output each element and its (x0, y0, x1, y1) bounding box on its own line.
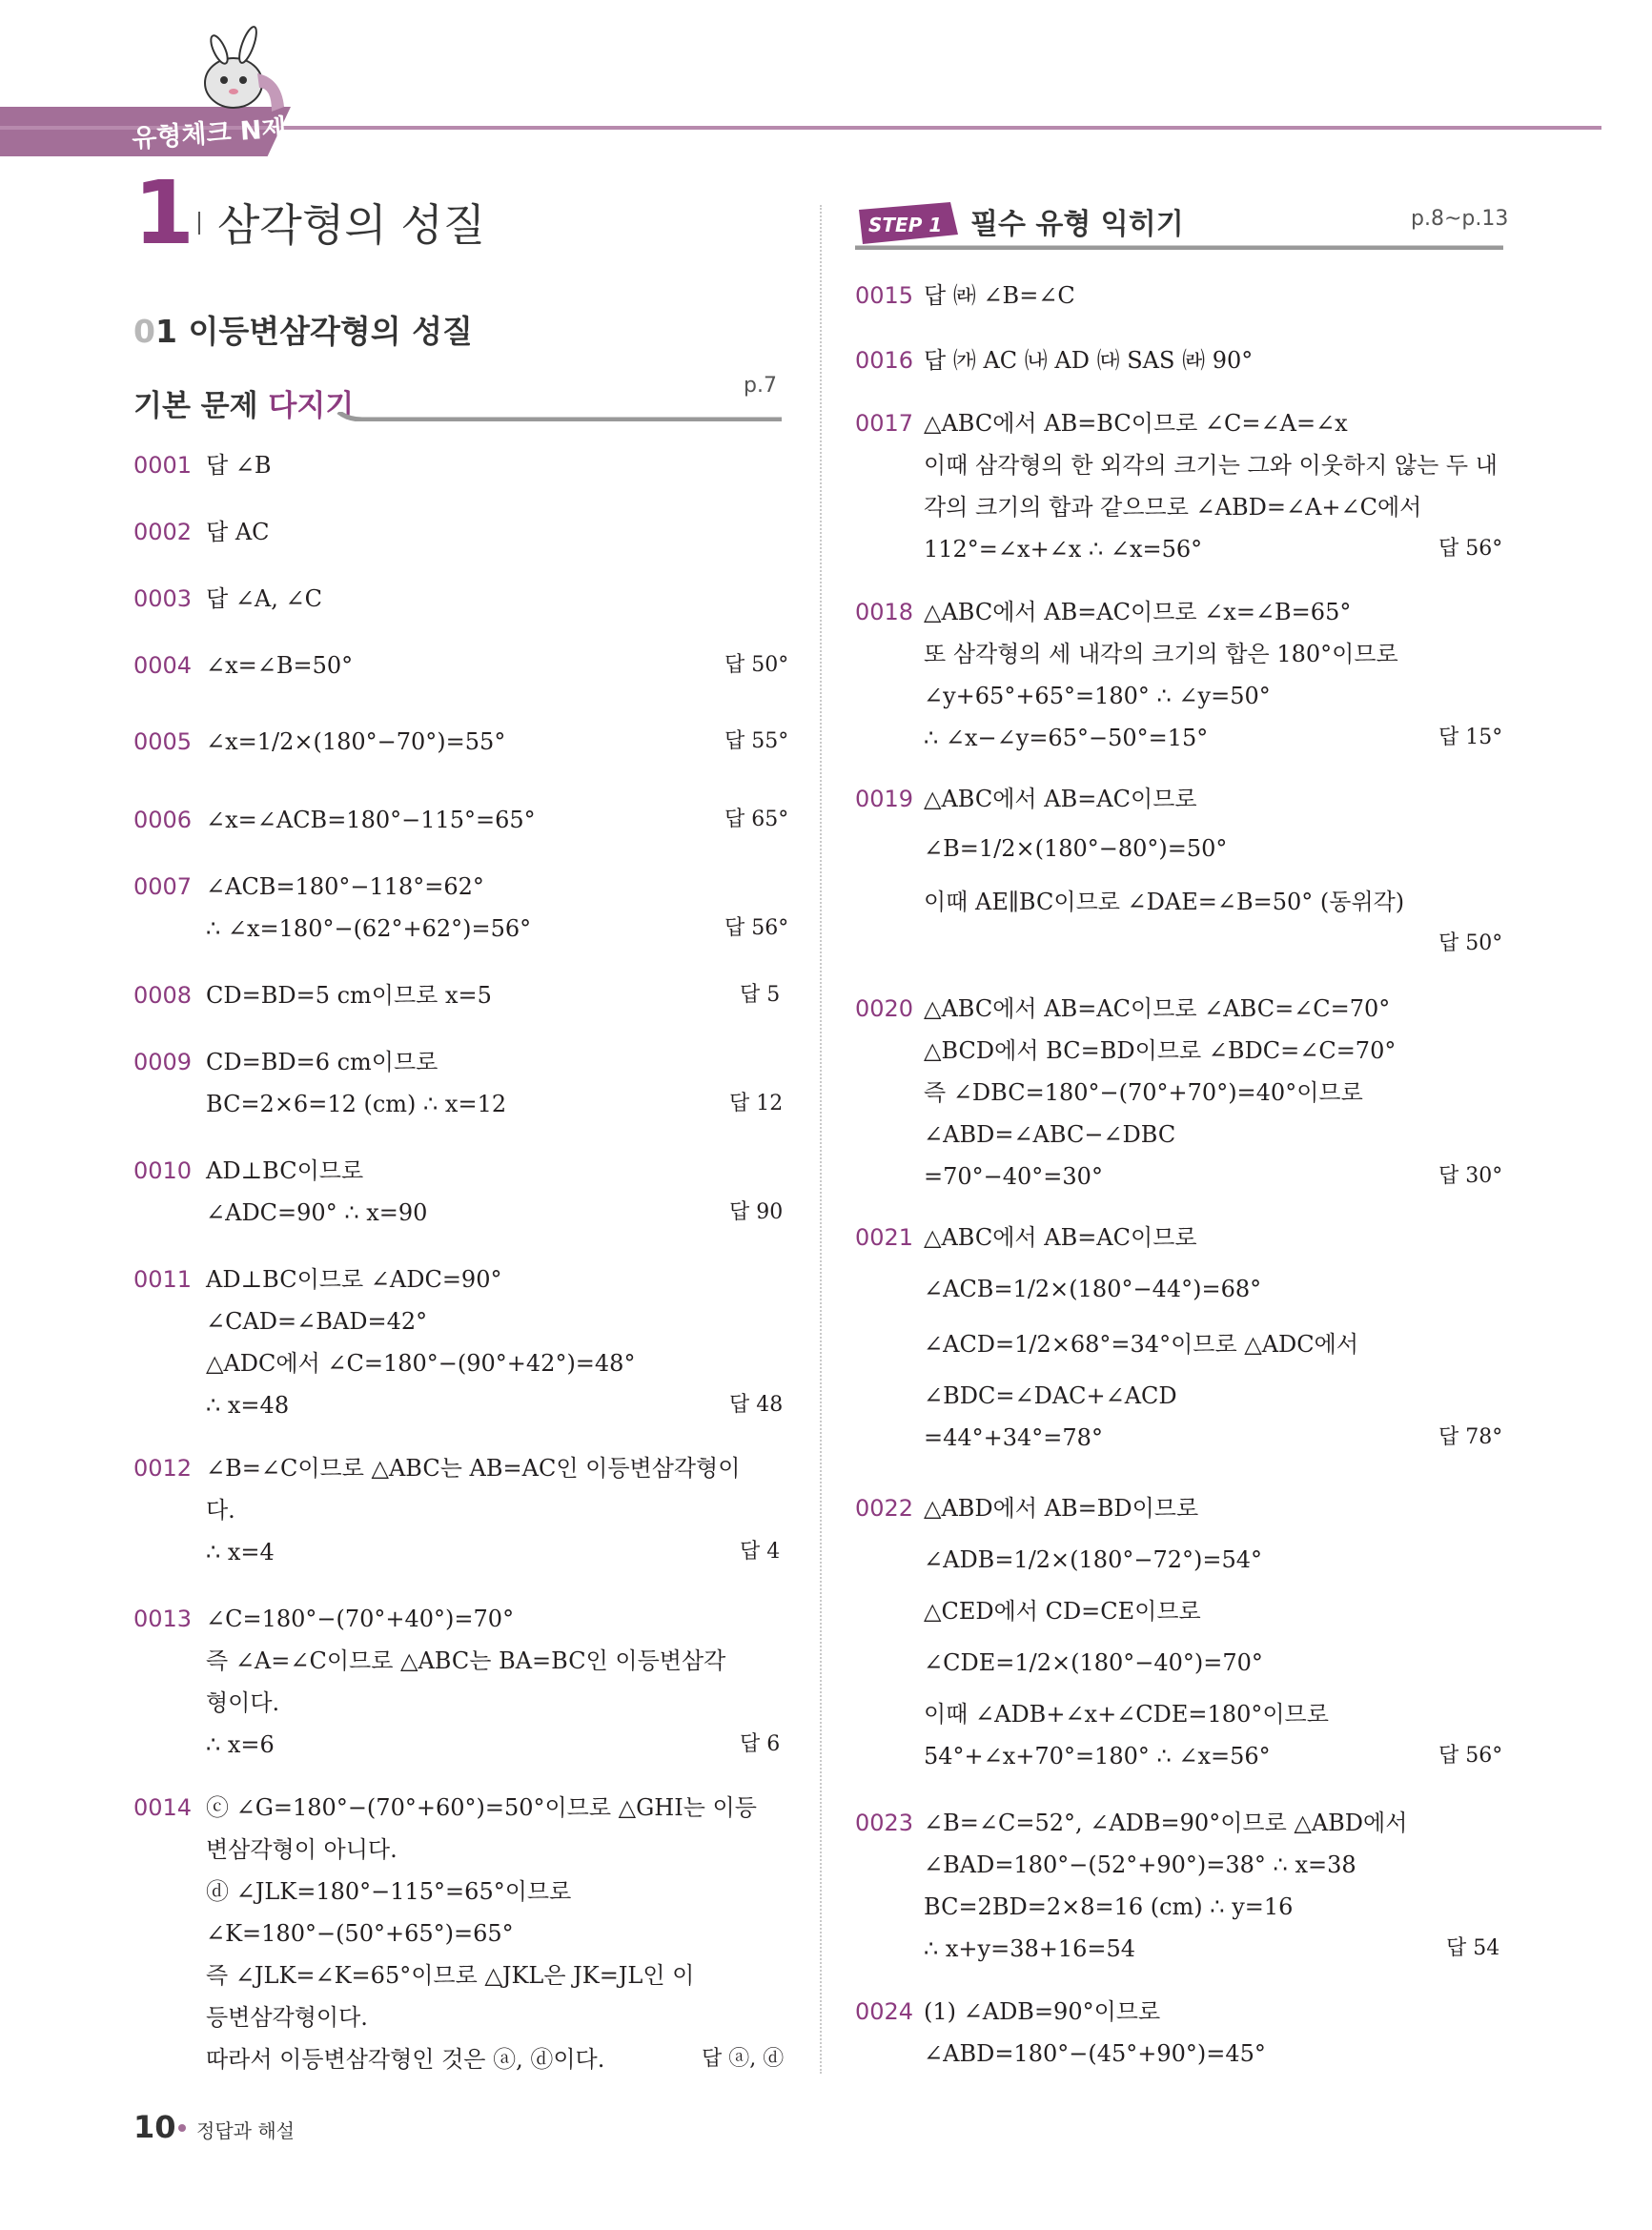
solution-line: (1) ∠ADB=90°이므로 (924, 1998, 1161, 2025)
solution-line: ∠C=180°−(70°+40°)=70° (206, 1606, 515, 1632)
problem-number: 0013 (133, 1606, 193, 1632)
solution-line: ∠BDC=∠DAC+∠ACD (924, 1382, 1177, 1409)
chapter-separator (198, 212, 200, 235)
answer: 답 50° (724, 653, 789, 677)
solution-line: ∴ ∠x−∠y=65°−50°=15° (924, 725, 1209, 751)
solution-line: ∠BAD=180°−(52°+90°)=38° ∴ x=38 (924, 1852, 1356, 1878)
column-divider (820, 205, 822, 2074)
solution-line: △BCD에서 BC=BD이므로 ∠BDC=∠C=70° (924, 1037, 1397, 1064)
solution-line: CD=BD=5 cm이므로 x=5 (206, 982, 492, 1009)
answer: 답 55° (724, 729, 789, 753)
section-num-a: 0 (133, 313, 155, 350)
problem-number: 0023 (855, 1810, 914, 1836)
svg-text:STEP 1: STEP 1 (868, 214, 943, 236)
answer: 답 48 (729, 1393, 784, 1417)
answer: 답 78° (1438, 1425, 1503, 1449)
answer: 답 4 (740, 1540, 781, 1564)
solution-line: ∠x=∠ACB=180°−115°=65° (206, 807, 536, 833)
solution-line: 54°+∠x+70°=180° ∴ ∠x=56° (924, 1743, 1271, 1770)
solution-line: △ABC에서 AB=AC이므로 ∠x=∠B=65° (924, 599, 1352, 625)
banner-label: 유형체크 N제 (131, 113, 288, 154)
answer: 답 15° (1438, 726, 1503, 749)
solution-line: ∠ACD=1/2×68°=34°이므로 △ADC에서 (924, 1331, 1359, 1358)
solution-line: ∠ACB=180°−118°=62° (206, 873, 484, 900)
solution-line: 이때 ∠ADB+∠x+∠CDE=180°이므로 (924, 1701, 1329, 1728)
solution-line: △ABC에서 AB=AC이므로 (924, 786, 1197, 812)
solution-line: ∠CDE=1/2×(180°−40°)=70° (924, 1649, 1263, 1676)
footer-bullet (178, 2124, 186, 2132)
solution-line: △ABD에서 AB=BD이므로 (924, 1495, 1199, 1522)
solution-line: ∠y+65°+65°=180° ∴ ∠y=50° (924, 683, 1271, 709)
answer: 답 56° (1438, 537, 1503, 561)
section-num-b: 1 (154, 313, 177, 350)
solution-line: 이때 AE∥BC이므로 ∠DAE=∠B=50° (동위각) (924, 889, 1405, 915)
problem-number: 0007 (133, 873, 193, 900)
problem-number: 0001 (133, 452, 193, 479)
solution-line: 답 ∠A, ∠C (206, 585, 322, 612)
problem-number: 0004 (133, 652, 193, 679)
solution-line: 112°=∠x+∠x ∴ ∠x=56° (924, 536, 1203, 563)
answer: 답 65° (724, 808, 789, 831)
solution-line: ∠B=∠C=52°, ∠ADB=90°이므로 △ABD에서 (924, 1810, 1408, 1836)
answer: 답 ⓐ, ⓓ (702, 2047, 785, 2071)
solution-line: 답 ∠B (206, 452, 272, 479)
problem-number: 0012 (133, 1455, 193, 1482)
solution-line: AD⊥BC이므로 ∠ADC=90° (206, 1266, 502, 1293)
answer: 답 56° (1438, 1744, 1503, 1768)
solution-line: 답 AC (206, 519, 270, 545)
solution-line: ∠ADB=1/2×(180°−72°)=54° (924, 1546, 1262, 1573)
subhead-page-ref: p.7 (744, 374, 777, 398)
problem-number: 0015 (855, 282, 914, 309)
answer: 답 54 (1446, 1936, 1500, 1960)
solution-line: ⓓ ∠JLK=180°−115°=65°이므로 (206, 1878, 572, 1905)
problem-number: 0008 (133, 982, 193, 1009)
solution-line: △ABC에서 AB=AC이므로 (924, 1224, 1197, 1251)
chapter-number: 1 (133, 162, 195, 264)
subhead-label-b: 다지기 (268, 389, 355, 423)
solution-line: BC=2BD=2×8=16 (cm) ∴ y=16 (924, 1893, 1294, 1920)
problem-number: 0020 (855, 995, 914, 1022)
problem-number: 0024 (855, 1998, 914, 2025)
problem-number: 0016 (855, 347, 914, 374)
problem-number: 0003 (133, 585, 193, 612)
subhead-label-a: 기본 문제 (133, 389, 269, 423)
solution-line: ∴ x=48 (206, 1392, 290, 1419)
solution-line: ∠CAD=∠BAD=42° (206, 1308, 428, 1335)
solution-line: ∠ABD=∠ABC−∠DBC (924, 1121, 1176, 1148)
problem-number: 0010 (133, 1157, 193, 1184)
solution-line: ∴ x=4 (206, 1539, 275, 1565)
solution-line: =70°−40°=30° (924, 1163, 1103, 1190)
solution-line: 각의 크기의 합과 같으므로 ∠ABD=∠A+∠C에서 (924, 494, 1422, 521)
section-title (133, 307, 473, 352)
problem-number: 0014 (133, 1794, 193, 1821)
solution-line: △ABC에서 AB=BC이므로 ∠C=∠A=∠x (924, 410, 1348, 437)
solution-line: ∠ADC=90° ∴ x=90 (206, 1199, 428, 1226)
answer: 답 6 (740, 1732, 781, 1756)
solution-line: 다. (206, 1497, 235, 1524)
solution-line: ∴ x=6 (206, 1731, 275, 1758)
solution-line: 형이다. (206, 1689, 280, 1716)
solution-line: BC=2×6=12 (cm) ∴ x=12 (206, 1091, 507, 1117)
solution-line: ∠B=1/2×(180°−80°)=50° (924, 835, 1228, 862)
solution-line: ∠x=∠B=50° (206, 652, 354, 679)
subhead-underline (133, 412, 782, 421)
solution-line: △ABC에서 AB=AC이므로 ∠ABC=∠C=70° (924, 995, 1391, 1022)
step-title: 필수 유형 익히기 (970, 208, 1184, 241)
answer: 답 90 (729, 1200, 784, 1224)
problem-number: 0017 (855, 410, 914, 437)
page-number: 10 (133, 2109, 176, 2145)
solution-line: ⓒ ∠G=180°−(70°+60°)=50°이므로 △GHI는 이등 (206, 1794, 757, 1821)
problem-number: 0021 (855, 1224, 914, 1251)
solution-line: 답 ㈑ ∠B=∠C (924, 282, 1075, 309)
solution-line: 등변삼각형이다. (206, 2004, 368, 2031)
answer: 답 30° (1438, 1164, 1503, 1188)
problem-number: 0019 (855, 786, 914, 812)
solution-line: ∠B=∠C이므로 △ABC는 AB=AC인 이등변삼각형이 (206, 1455, 741, 1482)
problem-number: 0009 (133, 1049, 193, 1075)
solution-line: CD=BD=6 cm이므로 (206, 1049, 438, 1075)
solution-line: 즉 ∠A=∠C이므로 △ABC는 BA=BC인 이등변삼각 (206, 1647, 726, 1674)
solution-line: 즉 ∠JLK=∠K=65°이므로 △JKL은 JK=JL인 이 (206, 1962, 695, 1989)
step-page-ref: p.8~p.13 (1411, 207, 1509, 231)
problem-number: 0011 (133, 1266, 193, 1293)
solution-line: 이때 삼각형의 한 외각의 크기는 그와 이웃하지 않는 두 내 (924, 452, 1498, 479)
answer: 답 50° (1438, 931, 1503, 955)
solution-line: 답 ㈎ AC ㈏ AD ㈐ SAS ㈑ 90° (924, 347, 1254, 374)
solution-line: ∴ ∠x=180°−(62°+62°)=56° (206, 915, 532, 942)
solution-line: △ADC에서 ∠C=180°−(90°+42°)=48° (206, 1350, 636, 1377)
problem-number: 0022 (855, 1495, 914, 1522)
solution-line: 변삼각형이 아니다. (206, 1836, 398, 1863)
solution-line: △CED에서 CD=CE이므로 (924, 1598, 1201, 1625)
solution-line: ∠x=1/2×(180°−70°)=55° (206, 728, 506, 755)
solution-line: AD⊥BC이므로 (206, 1157, 364, 1184)
step-badge-icon (855, 202, 962, 244)
solution-line: ∠K=180°−(50°+65°)=65° (206, 1920, 514, 1947)
solution-line: =44°+34°=78° (924, 1424, 1103, 1451)
answer: 답 12 (729, 1092, 784, 1115)
section-title-text: 이등변삼각형의 성질 (188, 313, 473, 350)
solution-line: ∠ACB=1/2×(180°−44°)=68° (924, 1276, 1262, 1302)
step-underline (855, 240, 1503, 250)
solution-line: 즉 ∠DBC=180°−(70°+70°)=40°이므로 (924, 1079, 1363, 1106)
footer-label: 정답과 해설 (196, 2119, 295, 2142)
solution-line: ∴ x+y=38+16=54 (924, 1935, 1136, 1962)
problem-number: 0005 (133, 728, 193, 755)
problem-number: 0006 (133, 807, 193, 833)
problem-number: 0002 (133, 519, 193, 545)
solution-line: 따라서 이등변삼각형인 것은 ⓐ, ⓓ이다. (206, 2046, 605, 2073)
solution-line: ∠ABD=180°−(45°+90°)=45° (924, 2040, 1266, 2067)
answer: 답 5 (740, 983, 781, 1007)
rabbit-mascot-icon (191, 21, 296, 116)
chapter-title: 삼각형의 성질 (217, 199, 486, 251)
answer: 답 56° (724, 916, 789, 940)
solution-line: 또 삼각형의 세 내각의 크기의 합은 180°이므로 (924, 641, 1398, 667)
problem-number: 0018 (855, 599, 914, 625)
